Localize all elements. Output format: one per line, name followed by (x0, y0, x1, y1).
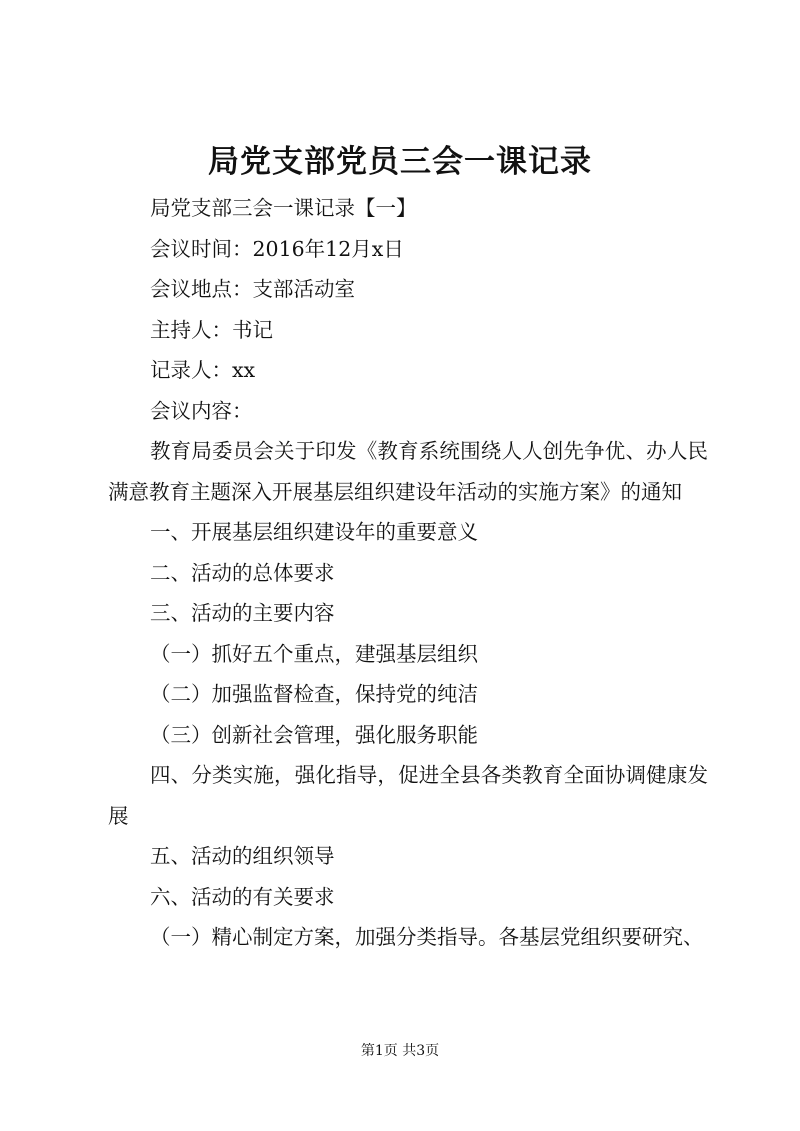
paragraph-notice: 教育局委员会关于印发《教育系统围绕人人创先争优、办人民满意教育主题深入开展基层组织建设年活动的实施方案》的通知 (108, 439, 708, 504)
paragraph-meeting-content-label: 会议内容： (150, 398, 253, 423)
paragraph-meeting-time: 会议时间：2016年12月x日 (150, 236, 404, 261)
paragraph-subsection-3-3: （三）创新社会管理，强化服务职能 (150, 722, 478, 747)
paragraph-subsection-3-1: （一）抓好五个重点，建强基层组织 (150, 641, 478, 666)
paragraph-subsection-3-2: （二）加强监督检查，保持党的纯洁 (150, 682, 478, 706)
paragraph-recorder: 记录人：xx (150, 358, 256, 382)
paragraph-section-4: 四、分类实施，强化指导，促进全县各类教育全面协调健康发展 (108, 763, 708, 828)
paragraph-host: 主持人：书记 (150, 317, 273, 342)
paragraph-meeting-location: 会议地点：支部活动室 (150, 277, 355, 301)
paragraph-record-heading: 局党支部三会一课记录【一】 (150, 196, 417, 220)
document-body (108, 188, 708, 958)
paragraph-section-2: 二、活动的总体要求 (150, 560, 335, 585)
paragraph-section-3: 三、活动的主要内容 (150, 601, 335, 625)
paragraph-subsection-6-1: （一）精心制定方案，加强分类指导。各基层党组织要研究、 (150, 925, 704, 949)
paragraph-section-6: 六、活动的有关要求 (150, 884, 335, 909)
paragraph-section-5: 五、活动的组织领导 (150, 844, 335, 868)
document-title: 局党支部党员三会一课记录 (208, 144, 592, 180)
paragraph-section-1: 一、开展基层组织建设年的重要意义 (150, 520, 478, 544)
page-footer: 第1页 共3页 (360, 1043, 440, 1059)
